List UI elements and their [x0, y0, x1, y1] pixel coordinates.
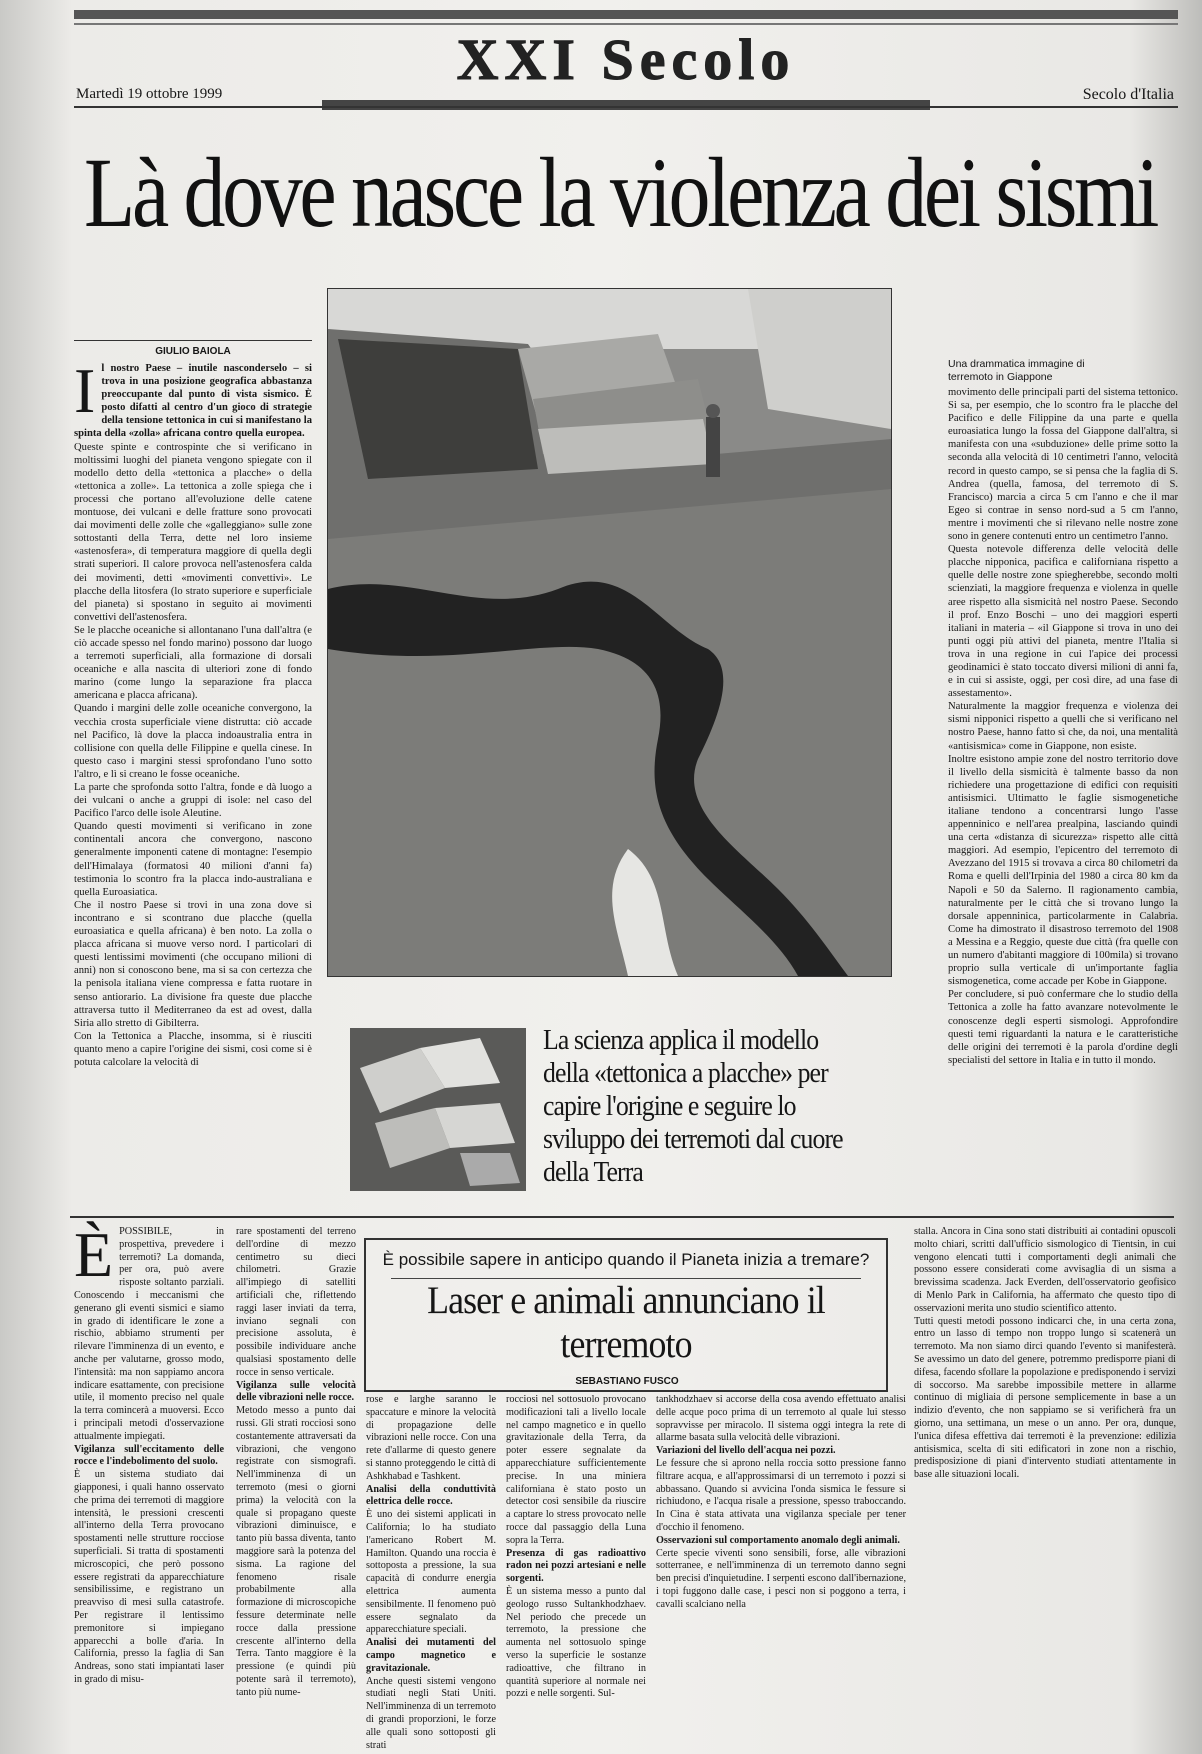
sidebar-column-6 [914, 1226, 1176, 1726]
sidebar-title: Laser e animali annunciano il terremoto [427, 1279, 825, 1366]
subheading: Analisi dei mutamenti del campo magnetico e gravitazionale. [366, 1637, 496, 1674]
paragraph: Metodo messo a punto dai russi. Gli strati rocciosi sono costantemente attraversati da vibrazioni, che vengono registrate con sismografi. Nell'imminenza di un terremoto (mesi o giorni prima) la velocità con la quale si propagano queste vibrazioni diminuisce, e tanto più bassa diventa, tanto maggiore sarà la potenza del sisma. La ragione del fenomeno risale probabilmente alla formazione di microscopiche fessure determinate nelle rocce dalla pressione crescente all'interno della Terra. Tanto maggiore è la pressione (e quindi più potente sarà il terremoto), tanto più nume- [236, 1405, 356, 1698]
paragraph: stalla. Ancora in Cina sono stati distribuiti ai contadini opuscoli molto chiari, scritti dall'ufficio sismologico di Tientsin, in cui vengono elencati tutti i comportamenti degli animali che possono essere considerati come avvisaglia di un sisma a brevissima scadenza. Jack Everden, dell'osservatorio geofisico di Menlo Park in California, ha affermato che questo tipo di osservazioni merita uno studio scientifico attento. [914, 1226, 1176, 1314]
paragraph: È uno dei sistemi applicati in California; lo ha studiato l'americano Robert M. Hamilton. Quando una roccia è sottoposta a pressione, la sua capacità di condurre energia elettrica aumenta sensibilmente. Il fenomeno può essere segnalato da apparecchiature speciali. [366, 1509, 496, 1636]
subheading: Presenza di gas radioattivo radon nei pozzi artesiani e nelle sorgenti. [506, 1547, 646, 1585]
sidebar-column-5 [656, 1394, 906, 1726]
sidebar-column-1 [74, 1219, 224, 1726]
books-photo [350, 1028, 526, 1191]
paragraph: Anche questi sistemi vengono studiati negli Stati Uniti. Nell'imminenza di un terremoto di grandi proporzioni, le forze alle quali sono sottoposti gli strati [366, 1675, 496, 1751]
headline: Là dove nasce la violenza dei sismi [84, 137, 1156, 248]
paragraph: Per concludere, si può confermare che lo studio della Tettonica a zolle ha fatto avanzare notevolmente le conoscenze degli esperti sismologi. Approfondire questi temi riguardanti la natura e le caratteristiche delle origini dei terremoti è la parola d'ordine degli specialisti del settore in Italia e in tutto il mondo. [948, 989, 1178, 1066]
sidebar-column-4 [506, 1394, 646, 1726]
paragraph: Quando i margini delle zolle oceaniche convergono, la vecchia crosta superficiale viene distrutta: ciò accade nel Pacifico, là dove la placca indoaustralia entra in collisione con quella delle Filippine e quella cinese. In questo caso i margini stessi sprofondano l'uno sotto l'altro, e lì si creano le fosse oceaniche. [74, 703, 312, 780]
subheading: Variazioni del livello dell'acqua nei pozzi. [656, 1445, 836, 1457]
subheading: Analisi della conduttività elettrica delle rocce. [366, 1483, 496, 1508]
paragraph: Certe specie viventi sono sensibili, forse, alle vibrazioni sotterranee, e nell'imminenza di un terremoto danno segni ben precisi d'inquietudine. I serpenti escono dall'ibernazione, i topi fuggono dalle case, i pesci non si poggono a terra, i cavalli scalciano nella [656, 1547, 906, 1610]
paragraph: Queste spinte e controspinte che si verificano in moltissimi luoghi del pianeta vengono spiegate con il modello detto della «tettonica a placche» o della «tettonica a zolle». La tettonica a zolle spiega che i processi che portano all'evoluzione delle catene montuose, dei vulcani e delle fratture sono provocati dai movimenti delle zolle che «galleggiano» sulle zone sottostanti della Terra, dette nel loro insieme «astenosfera», di temperatura maggiore di quella degli strati superiori. Il calore provoca nell'astenosfera calda dei movimenti, detti «movimenti convettivi». Le placche della litosfera (lo strato superiore e superficiale del pianeta) si spostano in seguito ai movimenti convettivi dell'astenosfera. [74, 441, 312, 623]
paragraph: Quando questi movimenti si verificano in zone continentali ancora che convergono, nascono generalmente imponenti catene di montagne: l'esempio dell'Himalaya (formatosi 40 milioni d'anni fa) testimonia lo scontro fra la placca indo-australiana e quella Euroasiatica. [74, 821, 312, 898]
paragraph: POSSIBILE, in prospettiva, prevedere i terremoti? La domanda, per ora, può avere risposte soltanto parziali. Conoscendo i meccanismi che generano gli eventi sismici e siamo in grado di identificare le zone a rischio, abbiamo strumenti per rilevare l'imminenza di un evento, e anche per valutarne, grosso modo, l'intensità: ma non sappiamo ancora indicare esattamente, con precisione utile, il momento preciso nel quale la terra comincerà a muoversi. Ecco i principali metodi d'osservazione attualmente impiegati. [74, 1226, 224, 1442]
paragraph: Tutti questi metodi possono indicarci che, in una certa zona, entro un lasso di tempo non troppo lungo si scatenerà un terremoto. Ma non siamo dirci quando l'evento si manifesterà. Se avessimo un dato del genere, potremmo predisporre piani di difesa, facendo sfollare la popolazione e predisponendo i servizi di soccorso. Ma sarebbe impossibile mettere in allarme continuo di migliaia di persone semplicemente in base a un indizio d'evento, che non sappiamo se si verificherà fra un giorno, una settimana, un mese o un anno. Per ora, dunque, l'unica difesa effettiva dai terremoti è la prevenzione: edilizia antisismica, scelta di siti edificatori in zone non a rischio, predisposizione di piani d'intervento studiati attentamente in base alle situazioni locali. [914, 1315, 1176, 1481]
sidebar-title-box [364, 1238, 888, 1392]
article-deck: La scienza applica il modello della «tettonica a placche» per capire l'origine e seguire lo sviluppo dei terremoti dal cuore della Terra [543, 1025, 843, 1188]
lead-paragraph: l nostro Paese – inutile nasconderselo – si trova in una posizione geografica abbastanza preoccupante dal punto di vista sismico. È posto difatti al centro d'un gioco di strategie della tensione tettonica in cui si manifestano la spinta della «zolla» africana contro quella europea. [74, 363, 312, 440]
sidebar-byline: SEBASTIANO FUSCO [560, 1376, 694, 1387]
earthquake-photo-illustration [328, 289, 891, 976]
paragraph: rocciosi nel sottosuolo provocano modificazioni tali a livello locale nel campo magnetico e in quello gravitazionale della Terra, da poter essere segnalate da apparecchiature sufficientemente precise. In una miniera californiana è stato posto un detector così sensibile da riuscire a captare lo stress provocato nelle rocce dal passaggio della Luna sopra la Terra. [506, 1394, 646, 1546]
paragraph: rare spostamenti del terreno dell'ordine di mezzo centimetro su dieci chilometri. Grazie all'impiego di satelliti artificiali che, riflettendo raggi laser inviati da terra, inviano segnali con precisione assoluta, è possibile individuare anche qualsiasi spostamento delle rocce in senso verticale. [236, 1226, 356, 1378]
paragraph: movimento delle principali parti del sistema tettonico. Si sa, per esempio, che lo scontro fra le placche del Pacifico e delle Filippine da una parte e quella euroasiatica lungo la fossa del Giappone dall'altra, si manifesta con una «subduzione» delle prime sotto la seconda alla velocità di 10 centimetri l'anno, velocità record in questo campo, se si pensa che la faglia di S. Andrea (quella, famosa, del terremoto di S. Francisco) marcia a circa 5 cm l'anno e che il mar Egeo si contrae in senso nord-sud a 5 cm l'anno, mentre i movimenti che si rilevano nelle nostre zone sono in genere contenuti entro un centimetro l'anno. [948, 387, 1178, 543]
paragraph: tankhodzhaev si accorse della cosa avendo effettuato analisi delle acque poco prima di un terremoto al quale lui stesso sopravvisse per miracolo. Il sistema oggi integra la rete di allarme basata sulla velocità delle vibrazioni. [656, 1394, 906, 1444]
paragraph: La parte che sprofonda sotto l'altra, fonde e dà luogo a dei vulcani o anche a gruppi di isole: nel caso del Pacifico l'arco delle isole Aleutine. [74, 782, 312, 820]
sidebar-column-2 [236, 1226, 356, 1726]
subheading: Vigilanza sulle velocità delle vibrazioni nelle rocce. [236, 1379, 356, 1404]
earthquake-photo [327, 288, 892, 977]
section-rule [70, 1216, 1174, 1218]
paragraph: Le fessure che si aprono nella roccia sotto pressione fanno filtrare acqua, e all'approssimarsi di un terremoto i pozzi si abbassano. Quando si avvicina l'onda sismica le fessure si richiudono, e l'acqua risale a pressione, spesso traboccando. In Cina è stata attivata una vigilanza speciale per tener d'occhio il fenomeno. [656, 1457, 906, 1533]
paragraph: Se le placche oceaniche si allontanano l'una dall'altra (e ciò accade spesso nel fondo marino) possono dar luogo a terremoti superficiali, alla formazione di dorsali oceaniche e alla nascita di ulteriori zone di fondo marino (come lungo la separazione fra placca americana e placca africana). [74, 624, 312, 702]
issue-date: Martedì 19 ottobre 1999 [76, 86, 223, 102]
masthead [322, 22, 930, 98]
subheading: Osservazioni sul comportamento anomalo degli animali. [656, 1534, 900, 1546]
article-column-1 [74, 355, 312, 1194]
dropcap: I [74, 355, 96, 426]
photo-caption: Una drammatica immagine di terremoto in Giappone [948, 358, 1085, 383]
paragraph: È un sistema studiato dai giapponesi, i quali hanno osservato che prima dei terremoti di maggiore intensità, le pressioni crescenti all'interno della Terra provocano spostamenti nelle strutture rocciose superficiali. Si tratta di spostamenti microscopici, che però possono essere registrati da apparecchiature sensibilissime, e registrano un preavviso di mesi sulla catastrofe. Per registrare il lentissimo premonitore si impiegano apparecchi a bolle d'aria. In California, presso la faglia di San Andreas, sono stati impiantati laser in grado di misu- [74, 1469, 224, 1685]
paragraph: È un sistema messo a punto dal geologo russo Sultankhodzhaev. Nel periodo che precede un terremoto, la pressione che aumenta nel sottosuolo spinge verso la superficie le sostanze radioattive, che filtrano in quantità superiore al normale nei pozzi e nelle sorgenti. Sul- [506, 1585, 646, 1700]
paragraph: Con la Tettonica a Placche, insomma, si è riusciti quanto meno a capire l'origine dei sismi, così come si è potuta calcolare la velocità di [74, 1030, 312, 1068]
header-rule [74, 106, 1178, 108]
paragraph: Questa notevole differenza delle velocità delle placche nipponica, pacifica e californiana rispetto a quelle delle nostre zone spiegherebbe, secondo molti scienziati, la maggiore frequenza e violenza in quelle aree rispetto alla sismicità nel nostro Paese. Secondo il prof. Enzo Boschi – uno dei maggiori esperti italiani in materia – «il Giappone si trova in uno dei punti oggi più attivi del pianeta, mentre l'Italia si trova in una regione in cui l'apice dei processi geodinamici è stato toccato diversi milioni di anni fa, e in cui si assiste, oggi, per così dire, ad una fase di assestamento». [948, 544, 1178, 700]
open-books-illustration [350, 1028, 526, 1191]
subheading: Vigilanza sull'eccitamento delle rocce e l'indebolimento del suolo. [74, 1443, 224, 1468]
article-column-3 [948, 386, 1178, 1196]
masthead-bar [322, 100, 930, 110]
sidebar-column-3 [366, 1394, 496, 1751]
paragraph: rose e larghe saranno le spaccature e minore la velocità di propagazione delle vibrazioni nelle rocce. Con una rete d'allarme di questo genere si stanno proteggendo le città di Ashkhabad e Tashkent. [366, 1394, 496, 1482]
paragraph: Che il nostro Paese si trovi in una zona dove si incontrano e si scontrano due placche (quella euroasiatica e quella africana) è ben noto. La zolla o placca africana si muove verso nord. I particolari di questi lentissimi movimenti (che occupano milioni di anni) non si conoscono bene, ma si sa con certezza che la penisola italiana viene compressa e fatta ruotare in senso antiorario. La divisione fra queste due placche attraversa tutto il Mediterraneo da est ad ovest, dalla Siria allo stretto di Gibilterra. [74, 899, 312, 1029]
dropcap: È [74, 1219, 114, 1290]
newspaper-name: Secolo d'Italia [1082, 86, 1174, 103]
top-rule [74, 10, 1178, 19]
paragraph: Inoltre esistono ampie zone del nostro territorio dove il livello della sismicità è talmente basso da non richiedere una progettazione di edifici con requisiti antisismici. Ultimatto le faglie sismogenetiche italiane tendono a concentrarsi lungo l'asse appenninico e nell'area prealpina, lasciando quindi una certa «distanza di sicurezza» rispetto alle città maggiori. Ad esempio, l'epicentro del terremoto di Avezzano del 1915 si trovava a circa 80 chilometri da Roma e quelli dell'Irpinia del 1980 a circa 80 km da Napoli e 50 da Salerno. Il ragionamento cambia, naturalmente per le città che si trovano lungo la dorsale appenninica, particolarmente in Calabria. Come ha dimostrato il disastroso terremoto del 1908 a Messina e a Reggio, queste due città (fra quelle con un numero d'abitanti maggiore di 100mila) si trovano proprio sulla verticale di un'importante faglia sismogenetica, come accade per Kobe in Giappone. [948, 753, 1178, 988]
byline: GIULIO BAIOLA [74, 340, 312, 357]
sidebar-question: È possibile sapere in anticipo quando il Pianeta inizia a tremare? [382, 1250, 870, 1269]
masthead-title: XXI Secolo [456, 27, 796, 92]
paragraph: Naturalmente la maggior frequenza e violenza dei sismi nipponici rispetto a quelli che si verificano nel nostro Paese, hanno fatto sì che, da noi, una mentalità «antisismica» come in Giappone, non esiste. [948, 701, 1178, 752]
